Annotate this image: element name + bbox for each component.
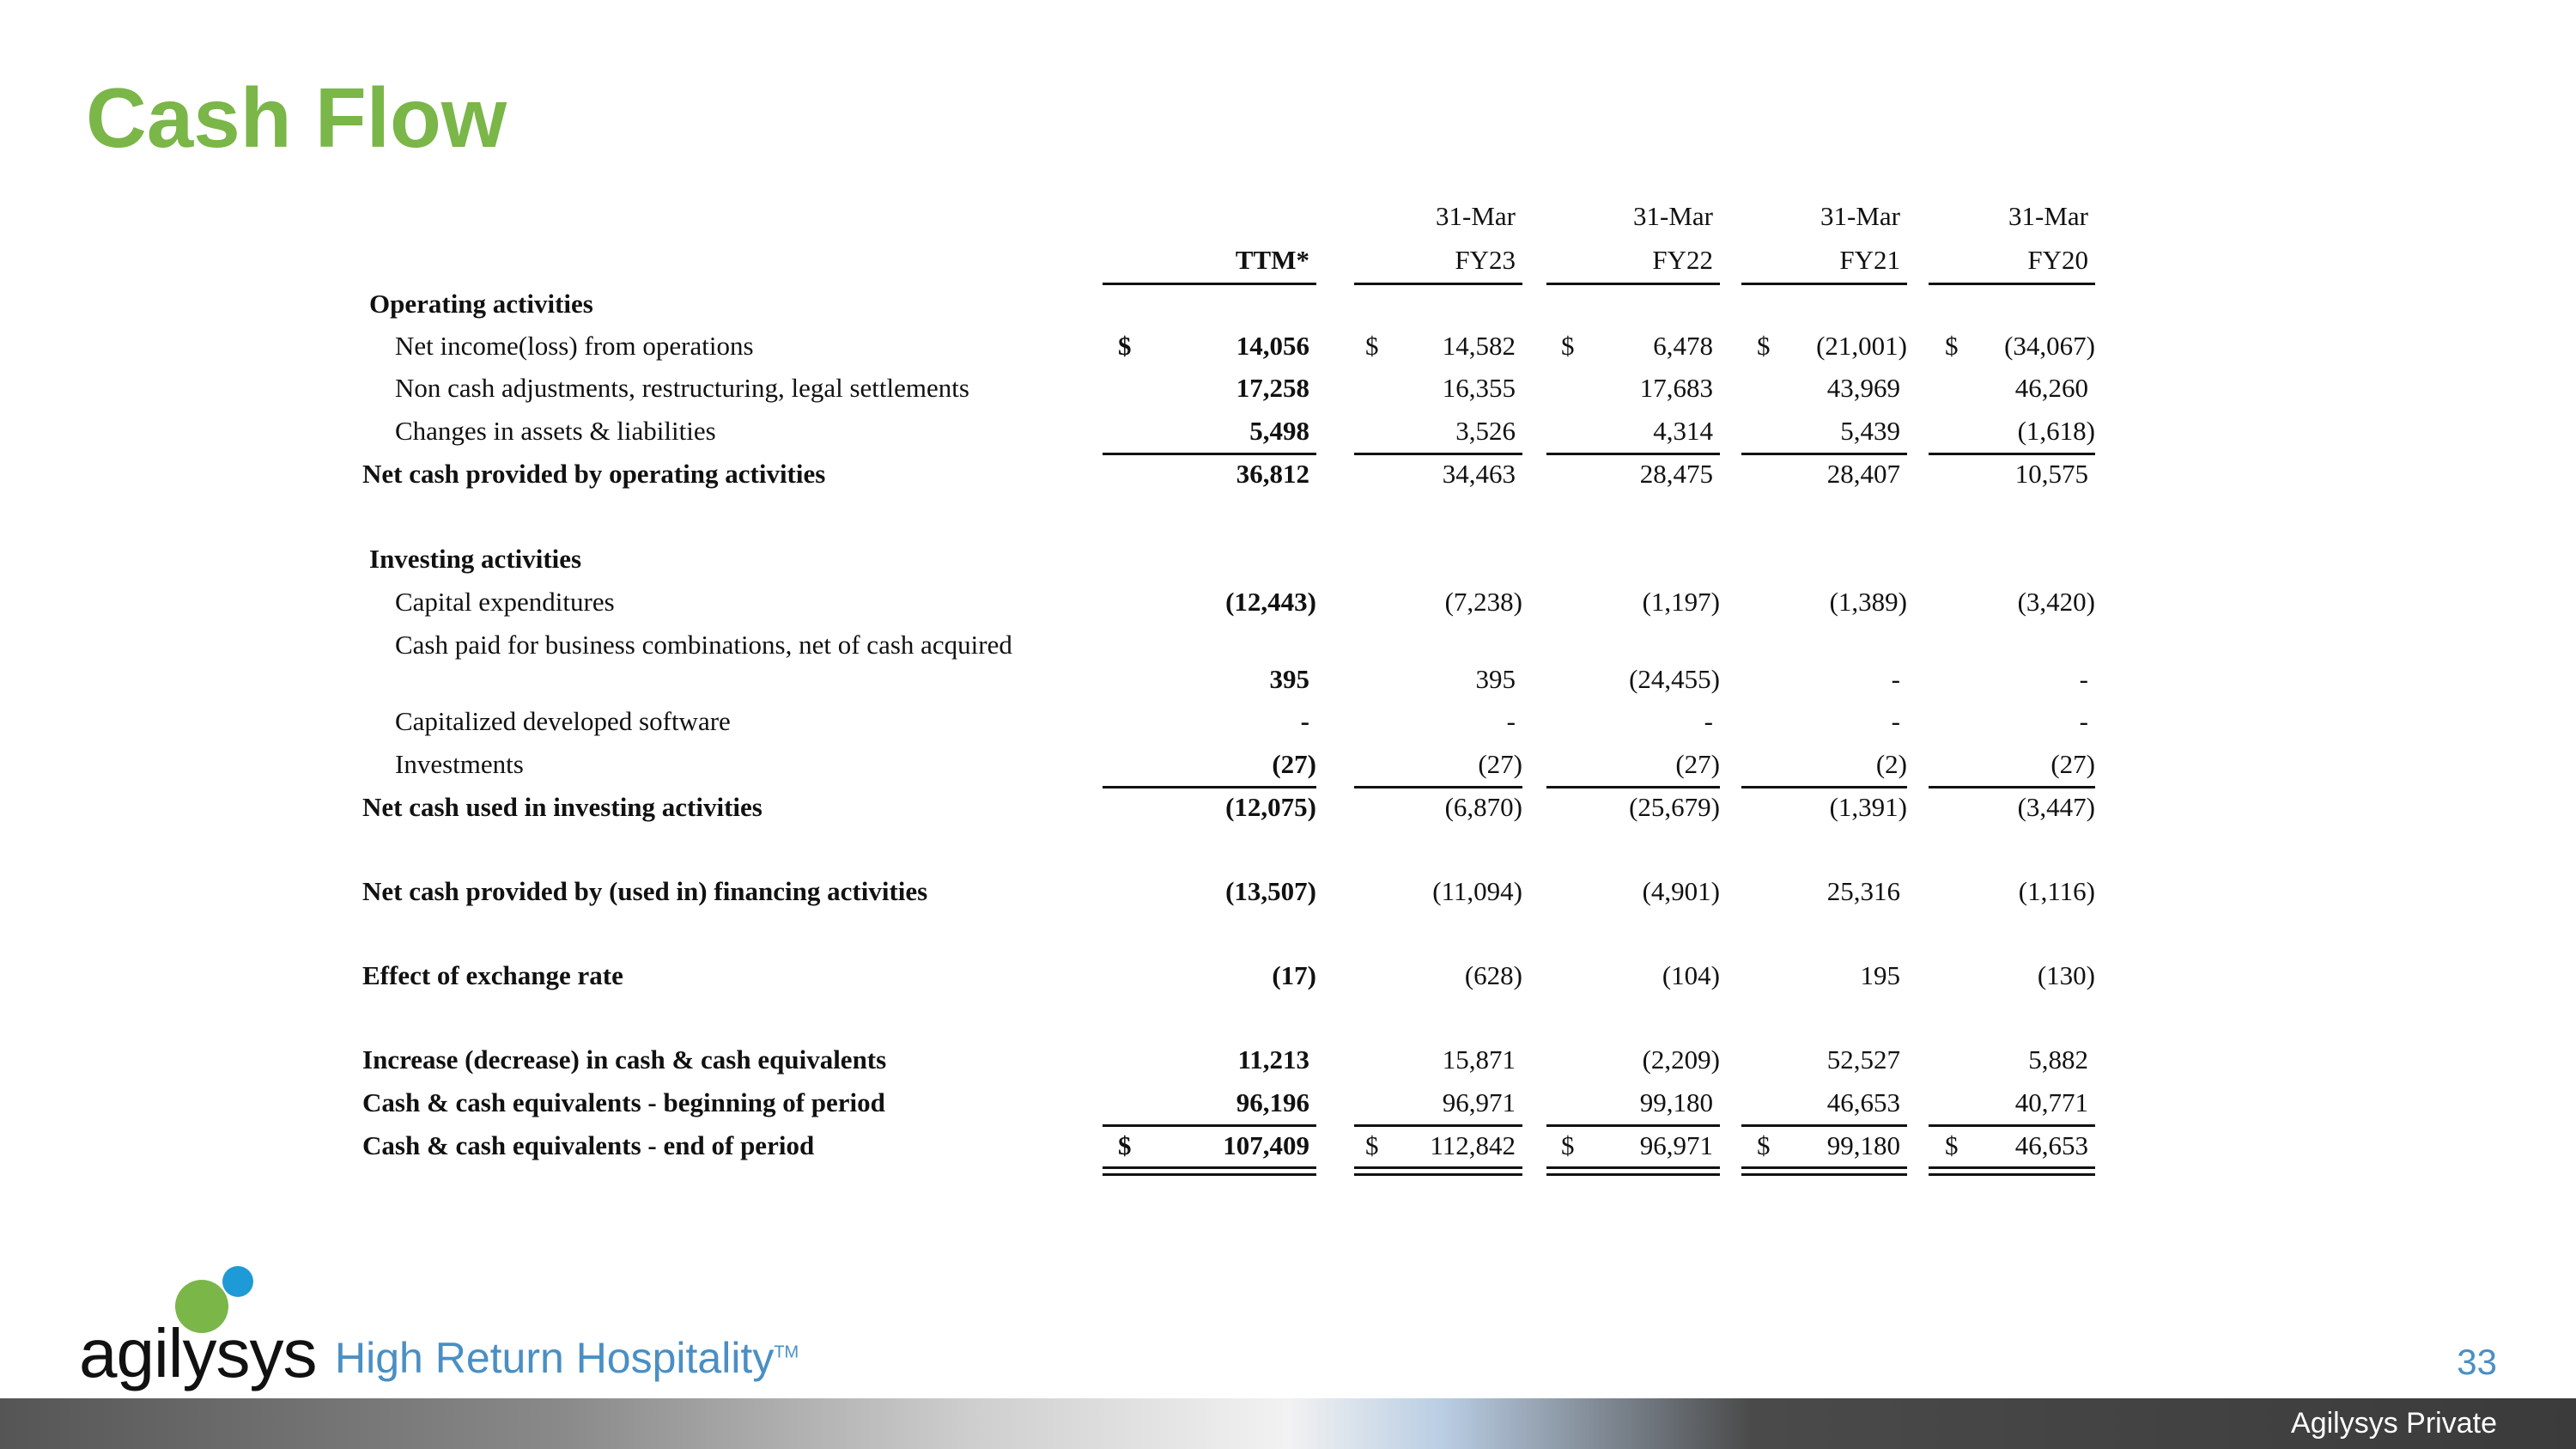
dollar-sign: $ <box>1365 331 1379 361</box>
column-header-period: FY23 <box>1455 245 1516 275</box>
row-value: 52,527 <box>1826 1044 1900 1075</box>
row-value: 96,196 <box>1236 1087 1309 1117</box>
row-value: 28,475 <box>1639 459 1713 489</box>
dollar-sign: $ <box>1945 1130 1959 1160</box>
row-value: (11,094) <box>1432 876 1522 906</box>
row-value: 395 <box>1475 664 1516 694</box>
total-double-rule <box>1741 1173 1907 1176</box>
row-value: 96,971 <box>1442 1087 1516 1117</box>
row-value: - <box>1300 706 1309 736</box>
row-value: 6,478 <box>1653 331 1713 361</box>
row-label: Net income(loss) from operations <box>395 331 754 361</box>
row-value: (25,679) <box>1629 792 1720 822</box>
tagline-text: High Return Hospitality <box>335 1334 775 1382</box>
row-value: 16,355 <box>1442 373 1516 403</box>
row-value: (17) <box>1272 960 1316 990</box>
row-value: (27) <box>1478 749 1522 779</box>
row-value: (628) <box>1464 960 1522 990</box>
row-label: Cash & cash equivalents - end of period <box>362 1130 815 1160</box>
row-value: 17,683 <box>1639 373 1713 403</box>
row-value: 36,812 <box>1236 459 1309 489</box>
total-double-rule <box>1103 1166 1316 1169</box>
subtotal-rule <box>1103 453 1316 455</box>
row-label: Operating activities <box>369 289 593 319</box>
row-value: (13,507) <box>1225 876 1316 906</box>
row-value: 395 <box>1269 664 1309 694</box>
row-value: (3,447) <box>2017 792 2095 822</box>
row-value: 14,056 <box>1236 331 1309 361</box>
row-value: - <box>1891 664 1900 694</box>
subtotal-rule <box>1546 1124 1720 1127</box>
row-value: (27) <box>1675 749 1720 779</box>
total-double-rule <box>1546 1166 1720 1169</box>
row-label: Non cash adjustments, restructuring, legal settlements <box>395 373 969 403</box>
total-double-rule <box>1929 1173 2095 1176</box>
subtotal-rule <box>1546 786 1720 788</box>
column-header-period: FY22 <box>1652 245 1713 275</box>
row-label: Net cash provided by (used in) financing activities <box>362 876 928 906</box>
column-header-period: FY21 <box>1839 245 1900 275</box>
row-value: 195 <box>1860 960 1900 990</box>
row-value: 14,582 <box>1442 331 1516 361</box>
row-value: (2) <box>1875 749 1907 779</box>
dollar-sign: $ <box>1118 331 1132 361</box>
row-value: 46,653 <box>2014 1130 2088 1160</box>
column-header-period: TTM* <box>1235 245 1309 275</box>
header-rule <box>1546 283 1720 285</box>
slide-title: Cash Flow <box>86 70 507 165</box>
row-value: 96,971 <box>1639 1130 1713 1160</box>
subtotal-rule <box>1741 786 1907 788</box>
subtotal-rule <box>1929 1124 2095 1127</box>
row-value: (6,870) <box>1444 792 1522 822</box>
row-value: 5,439 <box>1840 416 1900 446</box>
subtotal-rule <box>1103 786 1316 788</box>
row-label: Effect of exchange rate <box>362 960 623 990</box>
row-value: 17,258 <box>1236 373 1309 403</box>
footer-bar <box>0 1398 2576 1449</box>
row-value: 10,575 <box>2014 459 2088 489</box>
row-value: 46,260 <box>2014 373 2088 403</box>
row-value: 46,653 <box>1826 1087 1900 1117</box>
row-value: (4,901) <box>1642 876 1720 906</box>
row-value: 15,871 <box>1442 1044 1516 1075</box>
row-value: (34,067) <box>2004 331 2095 361</box>
row-label: Capitalized developed software <box>395 706 731 736</box>
row-value: (27) <box>1272 749 1316 779</box>
row-label: Increase (decrease) in cash & cash equivalents <box>362 1044 887 1075</box>
subtotal-rule <box>1546 453 1720 455</box>
subtotal-rule <box>1741 1124 1907 1127</box>
row-label: Net cash provided by operating activities <box>362 459 826 489</box>
row-value: 11,213 <box>1237 1044 1309 1075</box>
total-double-rule <box>1354 1173 1522 1176</box>
row-value: 99,180 <box>1639 1087 1713 1117</box>
row-value: 4,314 <box>1653 416 1713 446</box>
row-label: Net cash used in investing activities <box>362 792 762 822</box>
row-value: (130) <box>2037 960 2095 990</box>
row-label: Cash paid for business combinations, net of cash acquired <box>395 630 1012 660</box>
subtotal-rule <box>1929 453 2095 455</box>
row-value: (3,420) <box>2017 587 2095 617</box>
row-value: (1,197) <box>1642 587 1720 617</box>
row-value: (12,075) <box>1225 792 1316 822</box>
row-value: (1,391) <box>1829 792 1907 822</box>
column-header-date: 31-Mar <box>1820 201 1900 231</box>
row-value: 107,409 <box>1223 1130 1309 1160</box>
row-value: (24,455) <box>1629 664 1720 694</box>
footer-label: Agilysys Private <box>2291 1407 2497 1440</box>
row-value: - <box>2079 664 2088 694</box>
subtotal-rule <box>1929 786 2095 788</box>
row-value: 25,316 <box>1826 876 1900 906</box>
tagline <box>335 1333 799 1383</box>
column-header-date: 31-Mar <box>2008 201 2088 231</box>
dollar-sign: $ <box>1757 331 1771 361</box>
total-double-rule <box>1103 1173 1316 1176</box>
row-label: Capital expenditures <box>395 587 615 617</box>
row-value: - <box>2079 706 2088 736</box>
row-value: (27) <box>2050 749 2095 779</box>
column-header-period: FY20 <box>2027 245 2088 275</box>
row-value: 34,463 <box>1442 459 1516 489</box>
total-double-rule <box>1354 1166 1522 1169</box>
row-value: - <box>1704 706 1713 736</box>
row-value: (104) <box>1662 960 1720 990</box>
logo-blue-dot-icon <box>222 1266 253 1297</box>
row-value: (12,443) <box>1225 587 1316 617</box>
row-value: 28,407 <box>1826 459 1900 489</box>
row-value: 40,771 <box>2014 1087 2088 1117</box>
row-value: (1,389) <box>1829 587 1907 617</box>
page-number: 33 <box>2457 1342 2497 1382</box>
row-value: (21,001) <box>1816 331 1907 361</box>
row-label: Investing activities <box>369 544 582 574</box>
row-label: Changes in assets & liabilities <box>395 416 716 446</box>
trademark-mark: TM <box>774 1342 799 1362</box>
header-rule <box>1354 283 1522 285</box>
row-value: (1,618) <box>2017 416 2095 446</box>
subtotal-rule <box>1741 453 1907 455</box>
row-value: 43,969 <box>1826 373 1900 403</box>
row-value: 112,842 <box>1430 1130 1516 1160</box>
dollar-sign: $ <box>1561 1130 1575 1160</box>
column-header-date: 31-Mar <box>1436 201 1516 231</box>
total-double-rule <box>1929 1166 2095 1169</box>
dollar-sign: $ <box>1365 1130 1379 1160</box>
subtotal-rule <box>1354 786 1522 788</box>
row-label: Investments <box>395 749 524 779</box>
row-label: Cash & cash equivalents - beginning of period <box>362 1087 885 1117</box>
row-value: (7,238) <box>1444 587 1522 617</box>
row-value: (2,209) <box>1642 1044 1720 1075</box>
row-value: - <box>1506 706 1516 736</box>
subtotal-rule <box>1354 453 1522 455</box>
subtotal-rule <box>1103 1124 1316 1127</box>
header-rule <box>1103 283 1316 285</box>
subtotal-rule <box>1354 1124 1522 1127</box>
row-value: 3,526 <box>1455 416 1516 446</box>
column-header-date: 31-Mar <box>1633 201 1713 231</box>
dollar-sign: $ <box>1945 331 1959 361</box>
row-value: 5,882 <box>2028 1044 2088 1075</box>
dollar-sign: $ <box>1118 1130 1132 1160</box>
total-double-rule <box>1546 1173 1720 1176</box>
header-rule <box>1929 283 2095 285</box>
dollar-sign: $ <box>1561 331 1575 361</box>
row-value: - <box>1891 706 1900 736</box>
header-rule <box>1741 283 1907 285</box>
total-double-rule <box>1741 1166 1907 1169</box>
row-value: (1,116) <box>2018 876 2095 906</box>
dollar-sign: $ <box>1757 1130 1771 1160</box>
company-logo: agilysys <box>79 1315 317 1391</box>
row-value: 99,180 <box>1826 1130 1900 1160</box>
row-value: 5,498 <box>1249 416 1309 446</box>
